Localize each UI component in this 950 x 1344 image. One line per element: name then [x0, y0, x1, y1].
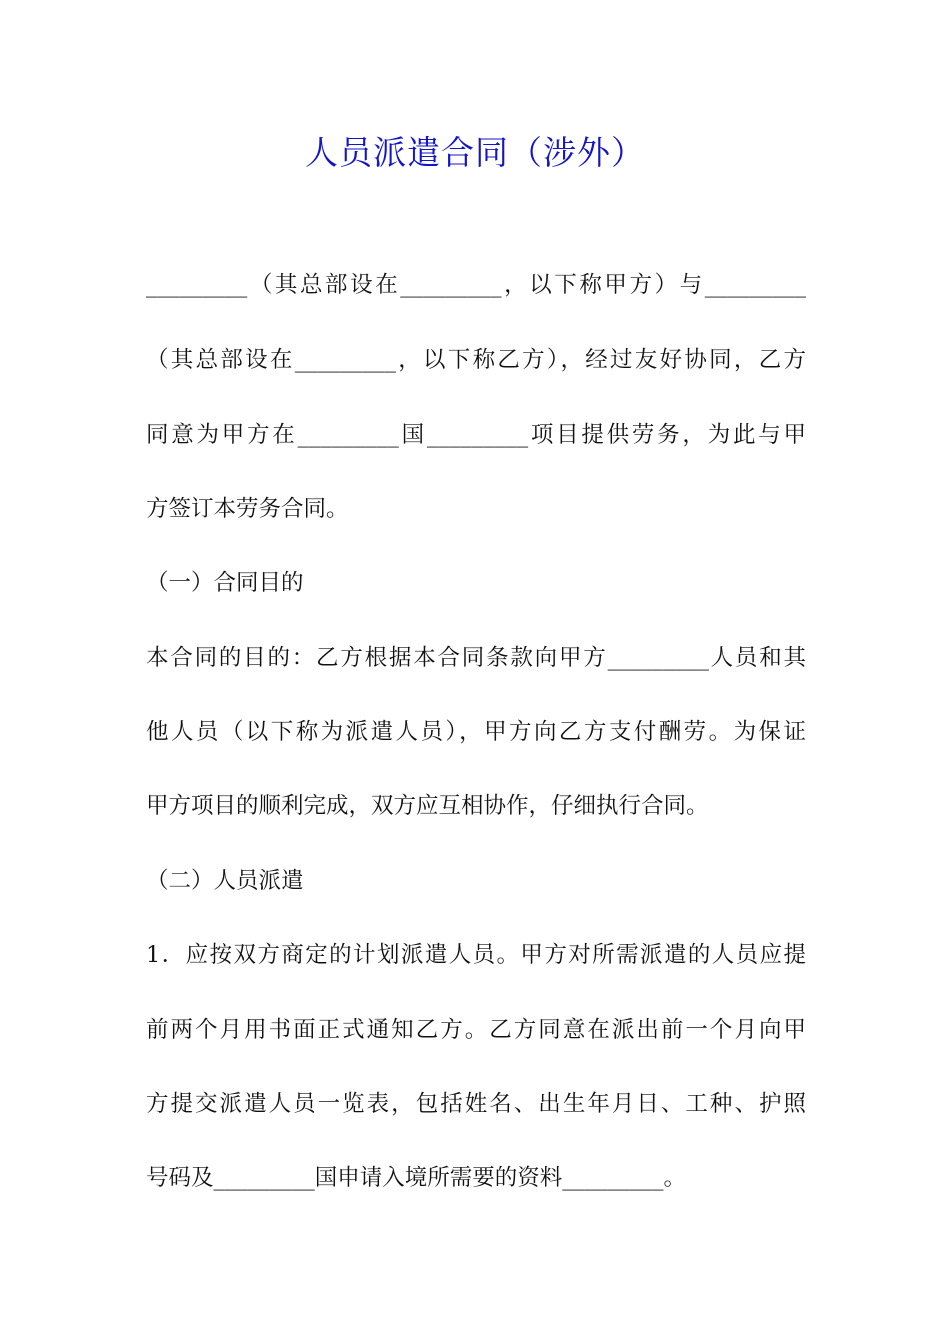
paragraph-line: 同意为甲方在_________国_________项目提供劳务，为此与甲 — [146, 422, 806, 448]
paragraph-line: 前两个月用书面正式通知乙方。乙方同意在派出前一个月向甲 — [146, 1017, 806, 1043]
paragraph-line: 本合同的目的：乙方根据本合同条款向甲方_________人员和其 — [146, 645, 806, 671]
paragraph-line: 方提交派遣人员一览表，包括姓名、出生年月日、工种、护照 — [146, 1091, 806, 1117]
paragraph-line: 号码及_________国申请入境所需要的资料_________。 — [146, 1165, 687, 1191]
paragraph-line: 他人员（以下称为派遣人员），甲方向乙方支付酬劳。为保证 — [146, 719, 806, 745]
paragraph-line: （其总部设在_________，以下称乙方），经过友好协同，乙方 — [146, 347, 806, 373]
paragraph-line: 甲方项目的顺利完成，双方应互相协作，仔细执行合同。 — [146, 793, 709, 819]
paragraph-line: _________（其总部设在_________，以下称甲方）与_________ — [146, 272, 806, 298]
section-heading-dispatch: （二）人员派遣 — [146, 868, 304, 894]
paragraph-line: 1．应按双方商定的计划派遣人员。甲方对所需派遣的人员应提 — [146, 942, 806, 968]
document-title: 人员派遣合同（涉外） — [305, 133, 645, 172]
paragraph-line: 方签订本劳务合同。 — [146, 496, 349, 522]
section-heading-purpose: （一）合同目的 — [146, 570, 304, 596]
